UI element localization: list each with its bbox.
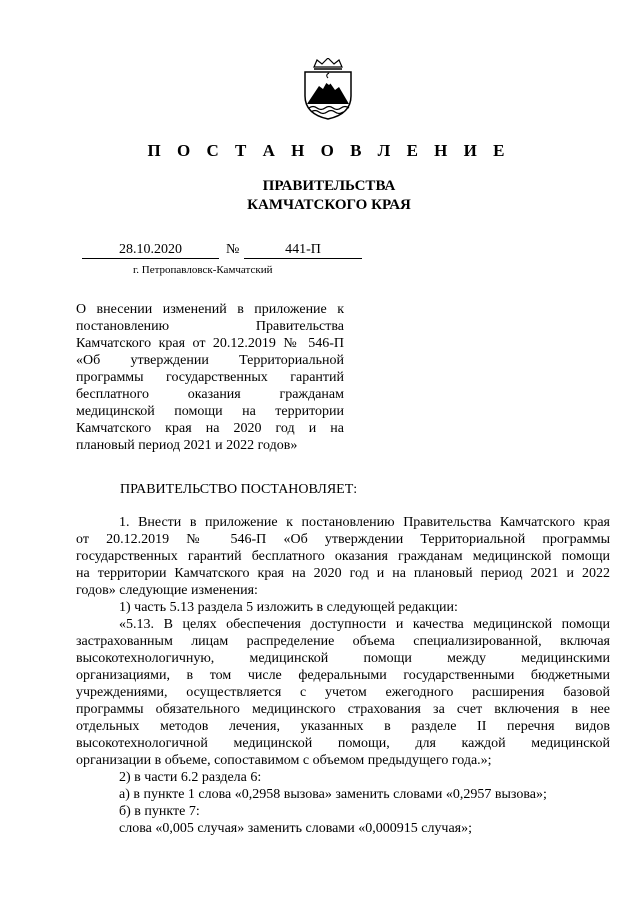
subject-line: бесплатного оказания гражданам	[76, 387, 344, 402]
body-line: высокотехнологичной медицинской помощи, для каждой медицинской	[76, 736, 610, 751]
body-line: на территории Камчатского края на 2020 год и на плановый период 2021 и 2022	[76, 566, 610, 581]
city-name: г. Петропавловск-Камчатский	[133, 264, 273, 276]
body-line: годов» следующие изменения:	[76, 583, 258, 598]
document-date: 28.10.2020	[82, 242, 219, 259]
resolves-heading: ПРАВИТЕЛЬСТВО ПОСТАНОВЛЯЕТ:	[120, 482, 358, 497]
body-line: 1) часть 5.13 раздела 5 изложить в следующей редакции:	[119, 600, 458, 615]
body-line: 1. Внести в приложение к постановлению Правительства Камчатского края	[119, 515, 610, 530]
subject-line: медицинской помощи на территории	[76, 404, 344, 419]
body-line: «5.13. В целях обеспечения доступности и качества медицинской помощи	[119, 617, 610, 632]
subject-line: Камчатского края на 2020 год и на	[76, 421, 344, 436]
subject-line: программы государственных гарантий	[76, 370, 344, 385]
body-line: учреждениями, осуществляется с учетом ежегодного расширения базовой	[76, 685, 610, 700]
subject-line: плановый период 2021 и 2022 годов»	[76, 438, 298, 453]
body-line: организациями, в том числе федеральными государственными бюджетными	[76, 668, 610, 683]
document-number: 441-П	[244, 242, 362, 259]
body-line: а) в пункте 1 слова «0,2958 вызова» заменить словами «0,2957 вызова»;	[119, 787, 547, 802]
body-line: отдельных методов лечения, указанных в разделе II перечня видов	[76, 719, 610, 734]
subject-line: «Об утверждении Территориальной	[76, 353, 344, 368]
body-line: высокотехнологичную, медицинской помощи между медицинскими	[76, 651, 610, 666]
body-line: программы обязательного медицинского страхования за счет включения в нее	[76, 702, 610, 717]
body-line: 2) в части 6.2 раздела 6:	[119, 770, 262, 785]
body-line: организации в объеме, сопоставимом с объемом предыдущего года.»;	[76, 753, 492, 768]
body-line: слова «0,005 случая» заменить словами «0,000915 случая»;	[119, 821, 473, 836]
body-line: государственных гарантий бесплатного оказания гражданам медицинской помощи	[76, 549, 610, 564]
document-body	[76, 514, 610, 837]
subject-line: О внесении изменений в приложение к	[76, 302, 344, 317]
body-line: застрахованным лицам распределение объема специализированной, включая	[76, 634, 610, 649]
subject-line: постановлению Правительства	[76, 319, 344, 334]
document-subject	[76, 301, 344, 454]
body-line: от 20.12.2019 № 546-П «Об утверждении Территориальной программы	[76, 532, 610, 547]
kamchatka-coat-of-arms-icon	[299, 58, 357, 120]
issuer-line-1: ПРАВИТЕЛЬСТВА	[262, 178, 396, 194]
number-sign: №	[226, 242, 240, 257]
issuer-line-2: КАМЧАТСКОГО КРАЯ	[247, 197, 411, 213]
body-line: б) в пункте 7:	[119, 804, 200, 819]
subject-line: Камчатского края от 20.12.2019 № 546-П	[76, 336, 344, 351]
document-type-title: П О С Т А Н О В Л Е Н И Е	[147, 141, 511, 160]
